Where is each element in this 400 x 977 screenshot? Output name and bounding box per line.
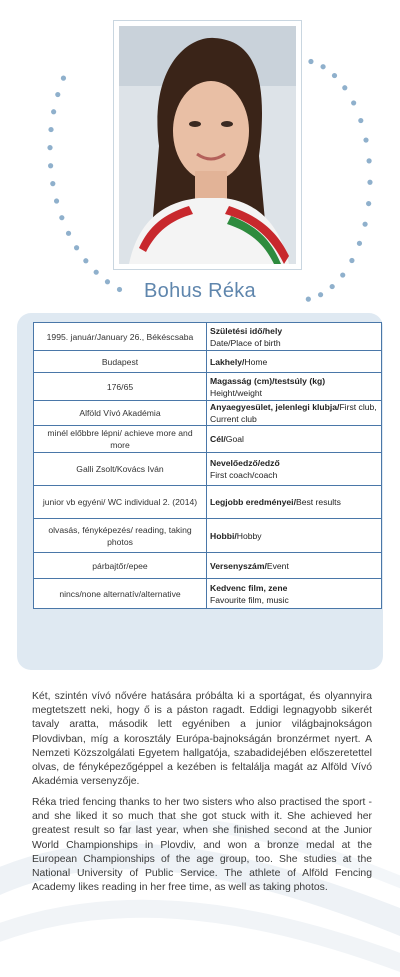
info-row <box>34 373 382 401</box>
info-label-hu: Kedvenc film, zene <box>210 582 288 593</box>
info-row <box>34 351 382 373</box>
info-label-hu: Legjobb eredményei/ <box>210 497 296 507</box>
info-label <box>207 373 382 401</box>
info-label-en: Favourite film, music <box>210 594 289 605</box>
info-label-en: First club, Current club <box>210 402 377 424</box>
info-value: Galli Zsolt/Kovács Iván <box>34 453 207 486</box>
info-label-hu: Születési idő/hely <box>210 325 283 336</box>
info-label <box>207 401 382 426</box>
info-row <box>34 486 382 519</box>
info-label <box>207 426 382 453</box>
info-value: olvasás, fényképezés/ reading, taking photos <box>34 519 207 553</box>
info-label <box>207 519 382 553</box>
info-value: junior vb egyéni/ WC individual 2. (2014) <box>34 486 207 519</box>
info-value: 1995. január/January 26., Békéscsaba <box>34 323 207 351</box>
info-value: Budapest <box>34 351 207 373</box>
info-value: Alföld Vívó Akadémia <box>34 401 207 426</box>
info-label-hu: Versenyszám/ <box>210 560 267 571</box>
info-label-en: Home <box>244 356 268 367</box>
info-label-hu: Anyaegyesület, jelenlegi klubja/ <box>210 402 340 412</box>
athlete-name: Bohus Réka <box>144 280 256 302</box>
info-label <box>207 553 382 579</box>
info-row <box>34 401 382 426</box>
portrait-frame <box>113 20 302 270</box>
info-label-hu: Nevelőedző/edző <box>210 458 280 468</box>
info-label-en: Goal <box>225 434 244 444</box>
info-row <box>34 579 382 609</box>
info-label-hu: Cél/ <box>210 434 226 444</box>
info-row <box>34 453 382 486</box>
info-row <box>34 519 382 553</box>
info-value: párbajtőr/epee <box>34 553 207 579</box>
info-value: minél előbbre lépni/ achieve more and more <box>34 426 207 453</box>
info-label <box>207 351 382 373</box>
info-label-hu: Lakhely/ <box>210 356 245 367</box>
info-label-hu: Hobbi/ <box>210 530 237 541</box>
bio-hungarian: Két, szintén vívó nővére hatására próbálta ki a sportágat, és olyannyira megtetszett neki, hogy ő is a páston ragadt. Eddigi legnagyobb sikerét tavaly aratta, második lett egyéniben a junior világbajnokságon Plovdivban, míg a korosztály Európa-bajnokságán bronzérmet nyert. A Nemzeti Közszolgálati Egyetem hallgatója, szabadidejében előszeretettel olvas, de fényképezőgéppel a kezében is feltalálja magát az Alföld Vívó Akadémia versenyzője. <box>32 691 372 788</box>
info-row <box>34 553 382 579</box>
info-label <box>207 579 382 609</box>
info-label <box>207 453 382 486</box>
info-row <box>34 426 382 453</box>
info-row <box>34 323 382 351</box>
info-label <box>207 323 382 351</box>
info-label-en: Height/weight <box>210 387 263 398</box>
bio-english: Réka tried fencing thanks to her two sisters who also practised the sport - and she liked it so much that she got stuck with it. She achieved her greatest result so far last year, when she finished second at the Junior World Championships in Plovdiv, and won a bronze medal at the European Championships of the age group, too. She studies at the National University of Public Service. The athlete of Alföld Fencing Academy likes reading in her free time, as well as taking photos. <box>32 797 372 894</box>
info-label-en: Event <box>266 560 289 571</box>
info-label <box>207 486 382 519</box>
info-label-en: First coach/coach <box>210 470 278 480</box>
info-label-en: Hobby <box>236 530 262 541</box>
info-value: nincs/none alternatív/alternative <box>34 579 207 609</box>
info-value: 176/65 <box>34 373 207 401</box>
portrait-photo <box>119 26 296 264</box>
info-table <box>33 322 382 609</box>
info-label-en: Date/Place of birth <box>210 337 281 348</box>
info-label-hu: Magasság (cm)/testsúly (kg) <box>210 375 326 386</box>
info-label-en: Best results <box>295 497 341 507</box>
